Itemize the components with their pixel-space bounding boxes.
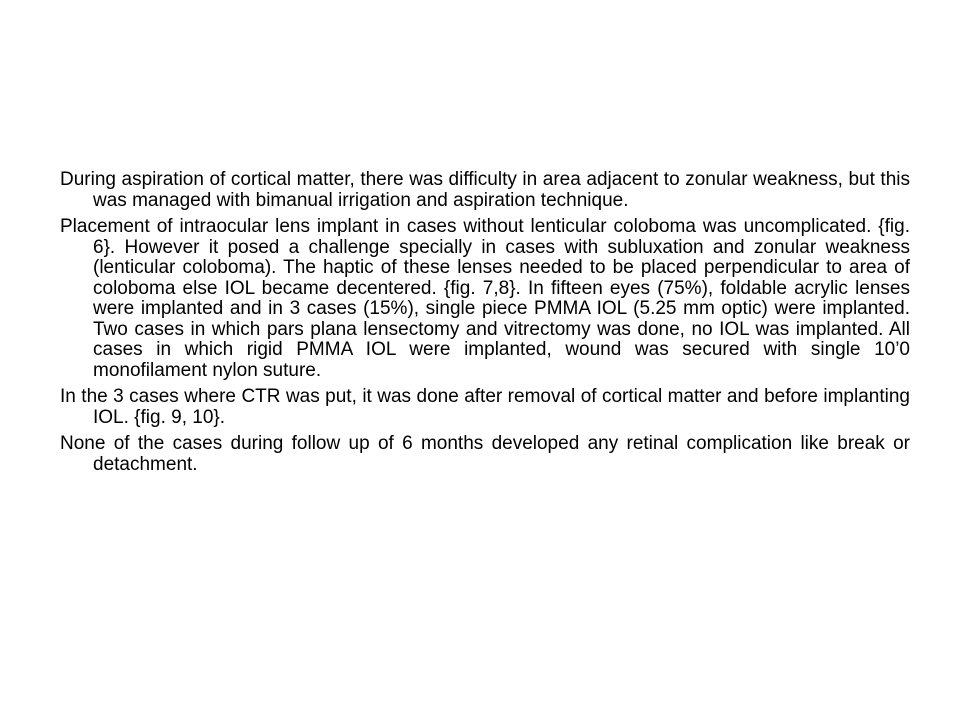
- paragraph-follow-up: None of the cases during follow up of 6 months developed any retinal complication like break or detachment.: [60, 433, 910, 475]
- paragraph-ctr: In the 3 cases where CTR was put, it was done after removal of cortical matter and before implanting IOL. {fig. 9, 10}.: [60, 386, 910, 428]
- paragraph-iol-placement: Placement of intraocular lens implant in cases without lenticular coloboma was uncomplicated. {fig. 6}. However it posed a challenge specially in cases with subluxation and zonular weakness (lenticular coloboma). The haptic of these lenses needed to be placed perpendicular to area of coloboma else IOL became decentered. {fig. 7,8}. In fifteen eyes (75%), foldable acrylic lenses were implanted and in 3 cases (15%), single piece PMMA IOL (5.25 mm optic) were implanted. Two cases in which pars plana lensectomy and vitrectomy was done, no IOL was implanted. All cases in which rigid PMMA IOL were implanted, wound was secured with single 10’0 monofilament nylon suture.: [60, 216, 910, 381]
- paragraph-aspiration: During aspiration of cortical matter, there was difficulty in area adjacent to zonular weakness, but this was managed with bimanual irrigation and aspiration technique.: [60, 169, 910, 211]
- body-text: [60, 170, 910, 481]
